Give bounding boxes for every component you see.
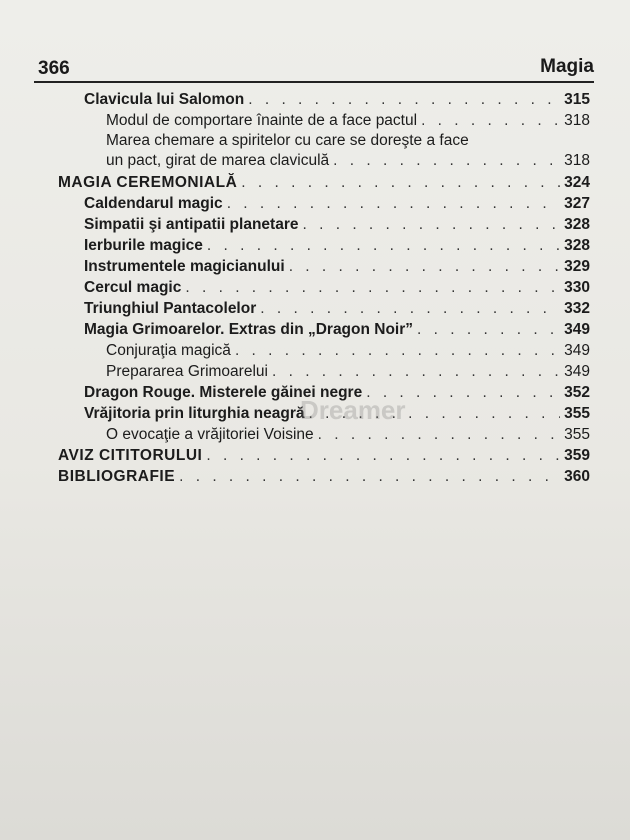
header-rule	[34, 81, 594, 83]
toc-entry-title: Vrăjitoria prin liturghia neagră	[84, 405, 305, 422]
toc-entry-title: Simpatii şi antipatii planetare	[84, 216, 299, 233]
toc-entry	[84, 277, 590, 299]
toc-entry-title: Dragon Rouge. Misterele găinei negre	[84, 384, 363, 401]
toc-entry-page: 329	[564, 258, 590, 275]
leader-dots	[227, 193, 560, 215]
toc-entry	[84, 298, 590, 320]
leader-dots	[235, 340, 560, 362]
leader-dots	[302, 214, 560, 236]
toc-entry-page: 318	[564, 112, 590, 129]
leader-dots	[333, 150, 560, 172]
toc-entry-page: 315	[564, 91, 590, 108]
toc-entry-page: 359	[564, 447, 590, 464]
leader-dots	[417, 319, 560, 341]
toc-entry	[106, 150, 590, 172]
toc-entry-title: Marea chemare a spiritelor cu care se doreşte a face	[106, 132, 469, 149]
toc-entry-title-continued: un pact, girat de marea claviculă	[106, 152, 330, 169]
leader-dots	[289, 256, 560, 278]
toc-entry	[58, 466, 590, 488]
toc-entry-title: Ierburile magice	[84, 237, 203, 254]
leader-dots	[185, 277, 560, 299]
leader-dots	[207, 235, 560, 257]
toc-entry-title: O evocaţie a vrăjitoriei Voisine	[106, 426, 314, 443]
leader-dots	[241, 172, 560, 194]
toc-entry-title: Magia Grimoarelor. Extras din „Dragon Noir”	[84, 321, 414, 338]
toc-entry-title: Prepararea Grimoarelui	[106, 363, 268, 380]
toc-entry-page: 360	[564, 468, 590, 485]
toc-entry	[84, 193, 590, 215]
toc-entry-title: BIBLIOGRAFIE	[58, 468, 176, 485]
toc-entry	[84, 235, 590, 257]
page-number: 366	[38, 58, 70, 79]
toc-entry-page: 327	[564, 195, 590, 212]
toc-entry-page: 349	[564, 321, 590, 338]
toc-entry-title: Cercul magic	[84, 279, 182, 296]
toc-entry-title: Triunghiul Pantacolelor	[84, 300, 257, 317]
running-title: Magia	[540, 56, 594, 77]
toc-entry	[106, 110, 590, 132]
toc-entry-page: 355	[564, 426, 590, 443]
toc-entry-page: 355	[564, 405, 590, 422]
toc-entry-page: 328	[564, 216, 590, 233]
toc-entry-page: 324	[564, 174, 590, 191]
toc-entry-title: Modul de comportare înainte de a face pactul	[106, 112, 418, 129]
leader-dots	[206, 445, 560, 467]
leader-dots	[179, 466, 560, 488]
toc-entry	[106, 361, 590, 383]
toc-entry-title: Clavicula lui Salomon	[84, 91, 245, 108]
leader-dots	[421, 110, 560, 132]
toc-entry-page: 332	[564, 300, 590, 317]
leader-dots	[248, 89, 560, 111]
toc-entry	[84, 256, 590, 278]
toc-entry-page: 352	[564, 384, 590, 401]
toc-entry	[106, 340, 590, 362]
toc-entry	[84, 319, 590, 341]
watermark: Dreamer	[300, 395, 406, 425]
toc-entry-title: Conjuraţia magică	[106, 342, 231, 359]
toc-entry-page: 349	[564, 342, 590, 359]
toc-entry	[58, 445, 590, 467]
toc-entry	[84, 214, 590, 236]
leader-dots	[272, 361, 560, 383]
toc-entry-page: 330	[564, 279, 590, 296]
leader-dots	[260, 298, 560, 320]
toc-entry-page: 328	[564, 237, 590, 254]
page-header	[34, 56, 594, 82]
toc-entry	[106, 424, 590, 446]
toc-entry-page: 349	[564, 363, 590, 380]
toc-entry-title: Instrumentele magicianului	[84, 258, 285, 275]
toc-entry-title: Caldendarul magic	[84, 195, 223, 212]
toc-entry	[58, 172, 590, 194]
toc-entry	[84, 89, 590, 111]
toc-entry-title: MAGIA CEREMONIALĂ	[58, 174, 238, 191]
leader-dots	[318, 424, 560, 446]
toc-entry-title: AVIZ CITITORULUI	[58, 447, 203, 464]
toc-entry-page: 318	[564, 152, 590, 169]
